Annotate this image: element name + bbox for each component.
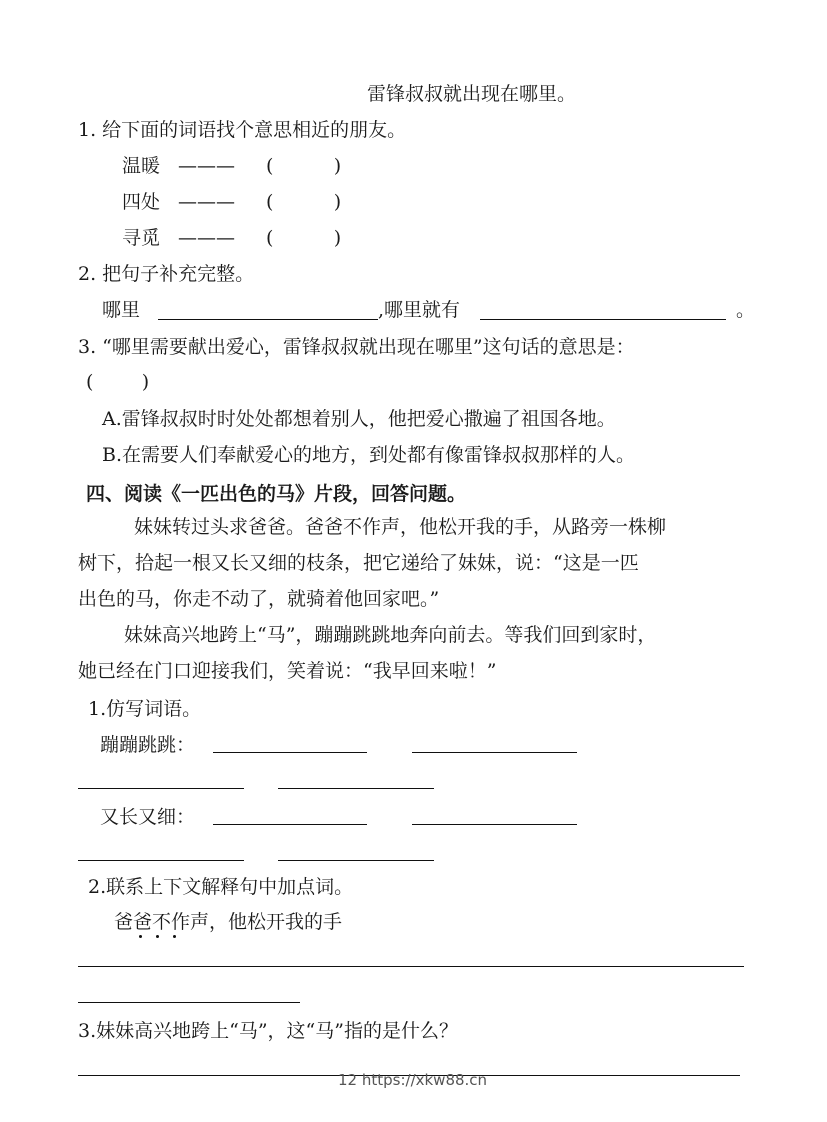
passage-line-3: 出色的马，你走不动了，就骑着他回家吧。”	[78, 588, 440, 610]
passage-line-5: 她已经在门口迎接我们，笑着说：“我早回来啦！”	[78, 660, 497, 682]
q3-title: 3. “哪里需要献出爱心，雷锋叔叔就出现在哪里”这句话的意思是：	[78, 336, 635, 358]
passage-line-2: 树下，拾起一根又长又细的枝条，把它递给了妹妹，说：“这是一匹	[78, 552, 639, 574]
sub1-blank-a2[interactable]	[412, 752, 577, 753]
page-footer: 12 https://xkw88.cn	[338, 1071, 488, 1089]
sub1-label-b: 又长又细：	[100, 806, 196, 828]
q2-blank-1[interactable]	[158, 319, 378, 320]
q2-prefix: 哪里	[102, 299, 141, 321]
sub1-title: 1.仿写词语。	[88, 698, 202, 720]
sub2-title: 2.联系上下文解释句中加点词。	[88, 876, 354, 898]
sub1-blank-a4[interactable]	[278, 788, 434, 789]
sub1-label-a: 蹦蹦跳跳：	[100, 734, 196, 756]
emphasis-dot-icon	[156, 935, 159, 938]
sub1-blank-a1[interactable]	[213, 752, 367, 753]
passage-line-4: 妹妹高兴地跨上“马”，蹦蹦跳跳地奔向前去。等我们回到家时，	[124, 624, 657, 646]
q1-title: 1. 给下面的词语找个意思相近的朋友。	[78, 119, 407, 141]
sub1-blank-b1[interactable]	[213, 824, 367, 825]
q1-dash: ———	[178, 227, 235, 249]
q2-title: 2. 把句子补充完整。	[78, 263, 255, 285]
q3-answer-paren[interactable]: ( )	[86, 371, 150, 393]
section4-heading: 四、阅读《一匹出色的马》片段，回答问题。	[86, 483, 467, 505]
q1-answer-paren[interactable]: ( )	[266, 191, 342, 213]
sub2-answer-line-2[interactable]	[78, 1002, 300, 1003]
sub1-blank-b3[interactable]	[78, 860, 244, 861]
sub3-title: 3.妹妹高兴地跨上“马”，这“马”指的是什么？	[78, 1020, 458, 1042]
q3-option-a: A.雷锋叔叔时时处处都想着别人，他把爱心撒遍了祖国各地。	[102, 408, 616, 430]
q1-answer-paren[interactable]: ( )	[266, 227, 342, 249]
sub1-blank-b4[interactable]	[278, 860, 434, 861]
sub1-blank-a3[interactable]	[78, 788, 244, 789]
sub1-blank-b2[interactable]	[412, 824, 577, 825]
top-continuation-line: 雷锋叔叔就出现在哪里。	[367, 83, 577, 105]
q1-word: 温暖	[122, 155, 161, 177]
q1-answer-paren[interactable]: ( )	[266, 155, 342, 177]
q1-dash: ———	[178, 191, 235, 213]
q3-option-b: B.在需要人们奉献爱心的地方，到处都有像雷锋叔叔那样的人。	[102, 444, 636, 466]
q2-end: 。	[736, 299, 756, 321]
sub2-answer-line-1[interactable]	[78, 966, 744, 967]
emphasis-dot-icon	[139, 935, 142, 938]
q1-word: 四处	[122, 191, 161, 213]
q1-dash: ———	[178, 155, 235, 177]
emphasis-dot-icon	[173, 935, 176, 938]
passage-line-1: 妹妹转过头求爸爸。爸爸不作声，他松开我的手，从路旁一株柳	[134, 516, 667, 538]
q1-word: 寻觅	[122, 227, 161, 249]
q2-blank-2[interactable]	[480, 319, 726, 320]
q2-middle: ,哪里就有	[378, 299, 461, 321]
sub2-sentence: 爸爸不作声，他松开我的手	[114, 911, 343, 933]
